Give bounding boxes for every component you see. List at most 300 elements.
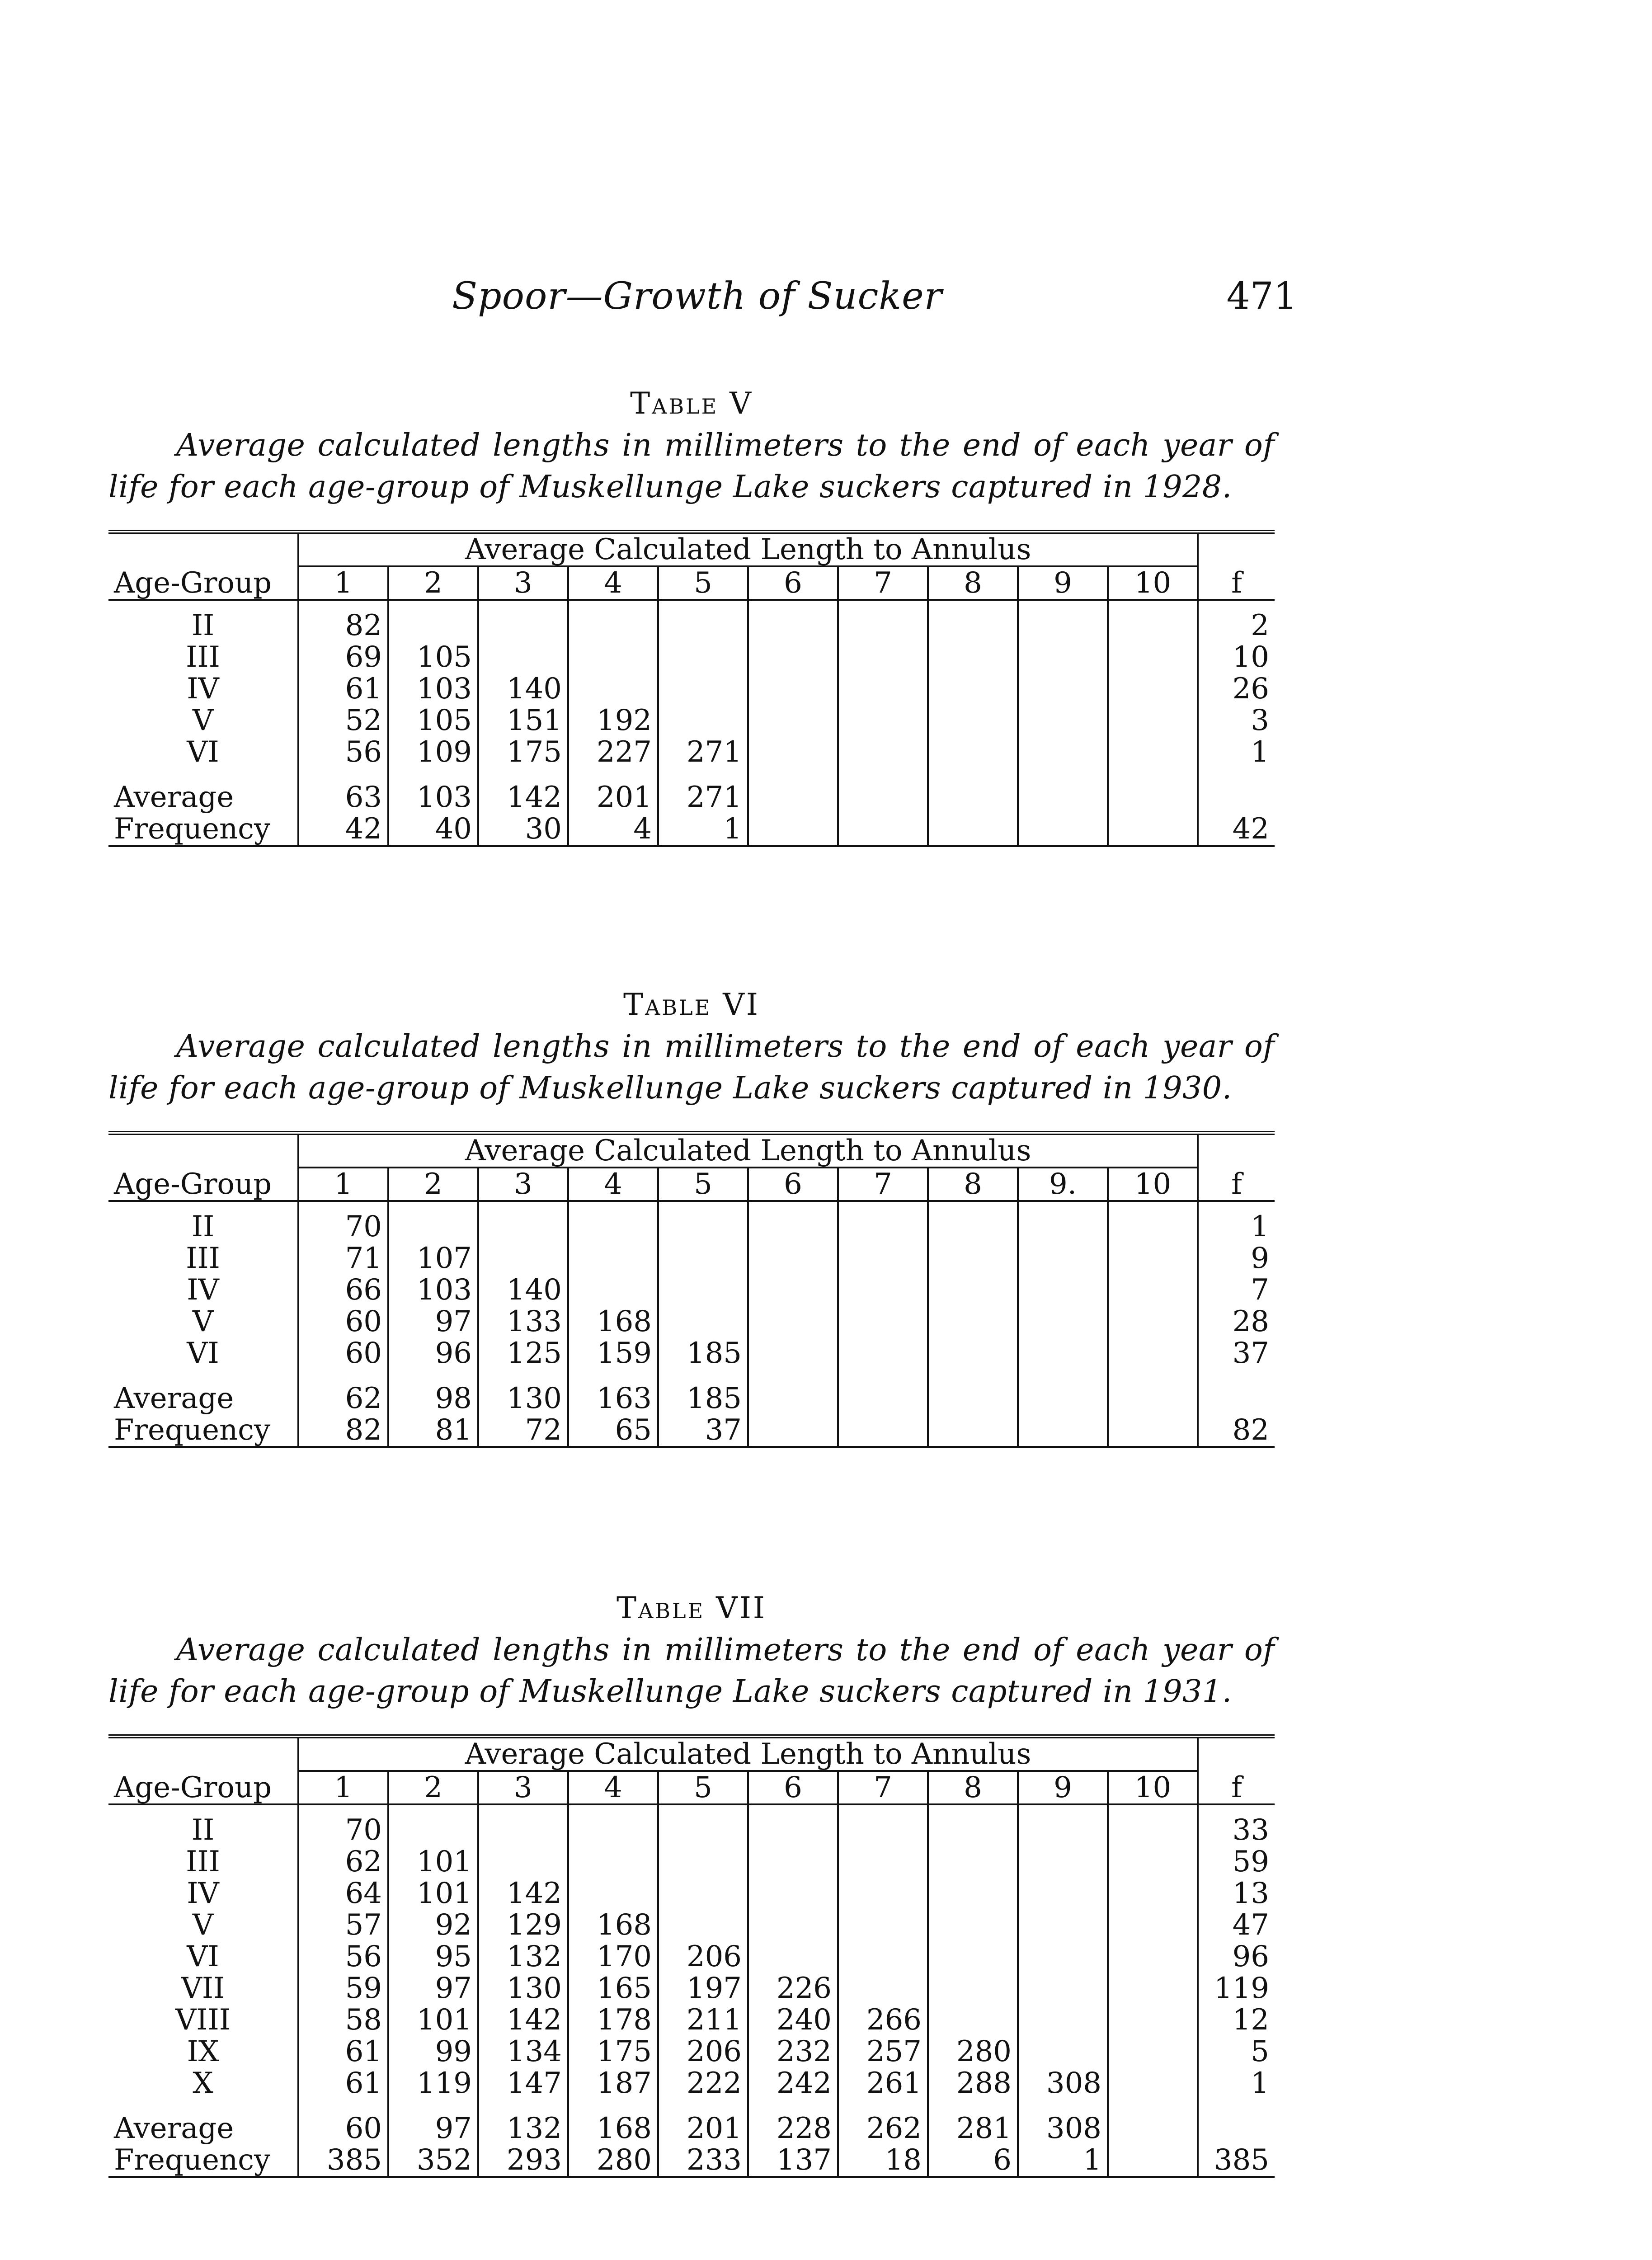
length-cell [658,1804,748,1846]
summary-cell: 30 [478,813,568,846]
table-row [108,1306,1275,1337]
summary-cell: 308 [1018,2113,1108,2144]
summary-row [108,2144,1275,2177]
header-blank [1198,532,1275,567]
age-group-cell: VI [187,1337,219,1370]
length-cell [838,1973,928,2004]
summary-cell: 98 [388,1383,478,1414]
column-header: 7 [838,566,928,600]
summary-cell [1108,1383,1198,1414]
column-header: 3 [478,566,568,600]
length-cell: 308 [1018,2067,1108,2099]
frequency-cell: 13 [1198,1878,1275,1909]
table-block-v [108,382,1275,847]
length-cell [478,1243,568,1274]
length-cell [748,705,838,736]
age-group-cell: II [191,609,215,642]
age-group-cell: III [186,640,220,674]
age-group-cell: X [193,2067,213,2100]
frequency-cell: 59 [1198,1846,1275,1878]
length-cell: 92 [388,1909,478,1941]
frequency-cell: 47 [1198,1909,1275,1941]
frequency-cell: 119 [1198,1973,1275,2004]
length-cell [838,641,928,673]
length-cell [1108,600,1198,641]
summary-f-cell: 42 [1198,813,1275,846]
length-cell [928,1201,1018,1243]
length-cell [658,1201,748,1243]
length-cell [928,1804,1018,1846]
table-row [108,673,1275,705]
length-cell: 226 [748,1973,838,2004]
length-cell [658,1846,748,1878]
length-cell: 280 [928,2036,1018,2067]
summary-cell [748,1383,838,1414]
column-header: 7 [838,1771,928,1804]
length-cell: 97 [388,1306,478,1337]
length-cell [1018,1846,1108,1878]
length-cell [568,1846,658,1878]
length-cell: 97 [388,1973,478,2004]
column-header: 8 [928,1771,1018,1804]
f-header: f [1198,566,1275,600]
summary-cell: 1 [1018,2144,1108,2177]
summary-cell: 97 [388,2113,478,2144]
length-cell [1108,1306,1198,1337]
age-group-cell: V [192,1305,214,1338]
length-cell: 165 [568,1973,658,2004]
length-cell: 168 [568,1909,658,1941]
column-header: 3 [478,1168,568,1201]
summary-cell [838,1414,928,1447]
length-cell: 140 [478,1274,568,1306]
length-cell: 222 [658,2067,748,2099]
row-header: Age-Group [108,566,298,600]
length-cell: 232 [748,2036,838,2067]
length-cell: 57 [298,1909,388,1941]
summary-cell: 65 [568,1414,658,1447]
length-cell [748,1274,838,1306]
summary-label: Frequency [114,1413,271,1447]
summary-cell [1018,782,1108,813]
frequency-cell: 1 [1198,736,1275,768]
length-cell [838,1878,928,1909]
length-cell: 185 [658,1337,748,1369]
length-cell [478,1804,568,1846]
data-table [108,1734,1275,2178]
length-cell: 70 [298,1804,388,1846]
length-cell [658,1274,748,1306]
column-header: 1 [298,1168,388,1201]
summary-cell: 280 [568,2144,658,2177]
table-row [108,1878,1275,1909]
length-cell: 175 [478,736,568,768]
row-spacer [108,768,1275,782]
length-cell [1108,1804,1198,1846]
summary-cell: 81 [388,1414,478,1447]
length-cell: 134 [478,2036,568,2067]
length-cell [1018,673,1108,705]
summary-cell [748,813,838,846]
length-cell: 261 [838,2067,928,2099]
column-header: 9 [1018,566,1108,600]
summary-cell: 1 [658,813,748,846]
length-cell: 82 [298,600,388,641]
summary-f-cell: 82 [1198,1414,1275,1447]
length-cell [748,1306,838,1337]
age-group-cell: IV [187,672,219,706]
age-group-cell: III [186,1845,220,1879]
header-row-columns [108,1771,1275,1804]
length-cell [568,1878,658,1909]
table-row [108,1337,1275,1369]
table-row [108,1941,1275,1973]
age-group-cell: VIII [175,2003,231,2037]
length-cell: 170 [568,1941,658,1973]
length-cell [838,1306,928,1337]
length-cell [1108,2067,1198,2099]
length-cell [928,1337,1018,1369]
table-label: Table V [630,386,753,421]
length-cell: 197 [658,1973,748,2004]
length-cell [928,2004,1018,2036]
summary-row [108,813,1275,846]
summary-cell: 4 [568,813,658,846]
length-cell [1018,2004,1108,2036]
age-group-cell: III [186,1242,220,1275]
table-row [108,1201,1275,1243]
summary-cell [1108,782,1198,813]
length-cell [388,1201,478,1243]
group-header: Average Calculated Length to Annulus [298,1737,1198,1771]
row-spacer [108,2099,1275,2113]
column-header: 9 [1018,1771,1108,1804]
length-cell [748,1201,838,1243]
summary-cell [1018,1414,1108,1447]
header-blank [1198,1133,1275,1168]
length-cell: 271 [658,736,748,768]
length-cell: 103 [388,1274,478,1306]
length-cell [658,641,748,673]
summary-cell: 163 [568,1383,658,1414]
length-cell [838,1941,928,1973]
summary-cell [928,1383,1018,1414]
column-header: 8 [928,1168,1018,1201]
length-cell [928,673,1018,705]
length-cell [1108,673,1198,705]
length-cell [568,1243,658,1274]
length-cell: 58 [298,2004,388,2036]
summary-cell [1108,1414,1198,1447]
age-group-cell: II [191,1813,215,1847]
header-blank [1198,1737,1275,1771]
length-cell: 175 [568,2036,658,2067]
data-table [108,530,1275,847]
length-cell: 242 [748,2067,838,2099]
length-cell [1108,1909,1198,1941]
length-cell [1018,641,1108,673]
length-cell [1018,1274,1108,1306]
table-block-vi [108,983,1275,1448]
row-header: Age-Group [108,1771,298,1804]
length-cell: 64 [298,1878,388,1909]
column-header: 10 [1108,1771,1198,1804]
header-row-group [108,532,1275,567]
length-cell [928,1274,1018,1306]
length-cell [838,1804,928,1846]
length-cell [928,641,1018,673]
frequency-cell: 5 [1198,2036,1275,2067]
summary-cell: 132 [478,2113,568,2144]
length-cell: 96 [388,1337,478,1369]
length-cell [748,1243,838,1274]
frequency-cell: 26 [1198,673,1275,705]
length-cell: 130 [478,1973,568,2004]
table-block-vii [108,1587,1275,2178]
summary-cell: 37 [658,1414,748,1447]
length-cell: 266 [838,2004,928,2036]
length-cell: 227 [568,736,658,768]
length-cell [568,641,658,673]
column-header: 9. [1018,1168,1108,1201]
frequency-cell: 10 [1198,641,1275,673]
summary-cell: 40 [388,813,478,846]
length-cell [1108,1337,1198,1369]
table-row [108,2067,1275,2099]
length-cell: 99 [388,2036,478,2067]
length-cell [928,1909,1018,1941]
length-cell [928,600,1018,641]
summary-row [108,1383,1275,1414]
length-cell: 61 [298,2067,388,2099]
length-cell [658,1909,748,1941]
summary-cell: 130 [478,1383,568,1414]
length-cell: 105 [388,705,478,736]
data-table [108,1131,1275,1448]
column-header: 1 [298,566,388,600]
length-cell [1018,2036,1108,2067]
length-cell [748,1941,838,1973]
length-cell [478,1846,568,1878]
summary-cell [928,813,1018,846]
length-cell: 211 [658,2004,748,2036]
length-cell: 133 [478,1306,568,1337]
length-cell [748,600,838,641]
length-cell [1018,1201,1108,1243]
table-row [108,2004,1275,2036]
length-cell: 105 [388,641,478,673]
length-cell: 140 [478,673,568,705]
length-cell [838,1274,928,1306]
length-cell: 178 [568,2004,658,2036]
length-cell [838,1909,928,1941]
length-cell [928,1306,1018,1337]
length-cell: 101 [388,1878,478,1909]
age-group-cell: V [192,1908,214,1942]
header-row-columns [108,1168,1275,1201]
length-cell: 59 [298,1973,388,2004]
summary-cell [1018,813,1108,846]
table-caption: Average calculated lengths in millimeters to the end of each year of life for each age-group of Muskellunge Lake suckers captured in 1931. [108,1632,1275,1709]
length-cell: 192 [568,705,658,736]
length-cell [658,600,748,641]
summary-cell: 352 [388,2144,478,2177]
summary-cell: 233 [658,2144,748,2177]
length-cell: 61 [298,673,388,705]
frequency-cell: 3 [1198,705,1275,736]
summary-cell: 137 [748,2144,838,2177]
table-label: Table VI [623,987,760,1022]
length-cell [1018,1973,1108,2004]
length-cell [928,736,1018,768]
header-row-group [108,1133,1275,1168]
length-cell [1108,1201,1198,1243]
summary-cell: 262 [838,2113,928,2144]
running-head [452,275,1297,334]
length-cell [568,1804,658,1846]
length-cell [1018,1909,1108,1941]
length-cell [1108,1274,1198,1306]
length-cell [1108,736,1198,768]
length-cell [1018,736,1108,768]
length-cell: 56 [298,736,388,768]
frequency-cell: 1 [1198,2067,1275,2099]
length-cell [568,1201,658,1243]
length-cell: 168 [568,1306,658,1337]
summary-cell [1108,2144,1198,2177]
length-cell: 129 [478,1909,568,1941]
column-header: 5 [658,566,748,600]
table-row [108,1804,1275,1846]
table-row [108,1909,1275,1941]
table-caption: Average calculated lengths in millimeters to the end of each year of life for each age-group of Muskellunge Lake suckers captured in 1928. [108,428,1275,505]
summary-cell: 201 [658,2113,748,2144]
length-cell [838,1337,928,1369]
length-cell: 60 [298,1306,388,1337]
length-cell: 147 [478,2067,568,2099]
length-cell [478,1201,568,1243]
header-blank [108,532,298,567]
column-header: 6 [748,566,838,600]
table-row [108,736,1275,768]
length-cell [1108,1846,1198,1878]
summary-cell: 385 [298,2144,388,2177]
length-cell: 187 [568,2067,658,2099]
length-cell [748,1909,838,1941]
length-cell [1108,1243,1198,1274]
summary-row [108,1414,1275,1447]
table-row [108,1973,1275,2004]
length-cell [1108,1973,1198,2004]
summary-label: Average [114,2112,234,2145]
length-cell: 71 [298,1243,388,1274]
table-row [108,1274,1275,1306]
frequency-cell: 96 [1198,1941,1275,1973]
length-cell [658,1243,748,1274]
length-cell: 288 [928,2067,1018,2099]
length-cell [1018,1337,1108,1369]
age-group-cell: VI [187,1940,219,1973]
age-group-cell: VII [181,1972,225,2005]
column-header: 6 [748,1771,838,1804]
frequency-cell: 2 [1198,600,1275,641]
row-header: Age-Group [108,1168,298,1201]
length-cell: 101 [388,1846,478,1878]
column-header: 2 [388,1168,478,1201]
f-header: f [1198,1168,1275,1201]
column-header: 4 [568,1771,658,1804]
table-row [108,1243,1275,1274]
length-cell: 66 [298,1274,388,1306]
header-row-columns [108,566,1275,600]
column-header: 3 [478,1771,568,1804]
summary-cell: 62 [298,1383,388,1414]
length-cell [748,641,838,673]
summary-label: Average [114,781,234,814]
summary-cell [838,1383,928,1414]
length-cell [838,736,928,768]
length-cell [928,1243,1018,1274]
table-label: Table VII [617,1591,767,1625]
age-group-cell: IX [187,2035,219,2068]
length-cell [658,673,748,705]
summary-cell [838,813,928,846]
length-cell: 56 [298,1941,388,1973]
length-cell [838,705,928,736]
length-cell: 125 [478,1337,568,1369]
summary-cell: 281 [928,2113,1018,2144]
length-cell: 69 [298,641,388,673]
summary-f-cell [1198,2113,1275,2144]
summary-row [108,2113,1275,2144]
length-cell [1018,1306,1108,1337]
summary-cell: 6 [928,2144,1018,2177]
summary-cell [928,1414,1018,1447]
summary-cell [1018,1383,1108,1414]
summary-cell: 18 [838,2144,928,2177]
length-cell [1108,2036,1198,2067]
table-row [108,1846,1275,1878]
summary-cell: 228 [748,2113,838,2144]
length-cell: 61 [298,2036,388,2067]
column-header: 2 [388,1771,478,1804]
length-cell [928,1941,1018,1973]
age-group-cell: VI [187,735,219,769]
summary-cell: 168 [568,2113,658,2144]
summary-row [108,782,1275,813]
length-cell [1018,600,1108,641]
age-group-cell: II [191,1210,215,1243]
length-cell [748,1846,838,1878]
column-header: 6 [748,1168,838,1201]
length-cell [1108,1878,1198,1909]
age-group-cell: IV [187,1273,219,1307]
length-cell [388,600,478,641]
header-row-group [108,1737,1275,1771]
table-row [108,2036,1275,2067]
header-blank [108,1133,298,1168]
running-head-title: Spoor—Growth of Sucker [452,275,942,318]
length-cell: 109 [388,736,478,768]
summary-f-cell [1198,1383,1275,1414]
summary-cell [748,782,838,813]
length-cell [1108,641,1198,673]
summary-cell: 201 [568,782,658,813]
length-cell [1018,1243,1108,1274]
length-cell [1018,705,1108,736]
length-cell [1108,2004,1198,2036]
column-header: 4 [568,566,658,600]
